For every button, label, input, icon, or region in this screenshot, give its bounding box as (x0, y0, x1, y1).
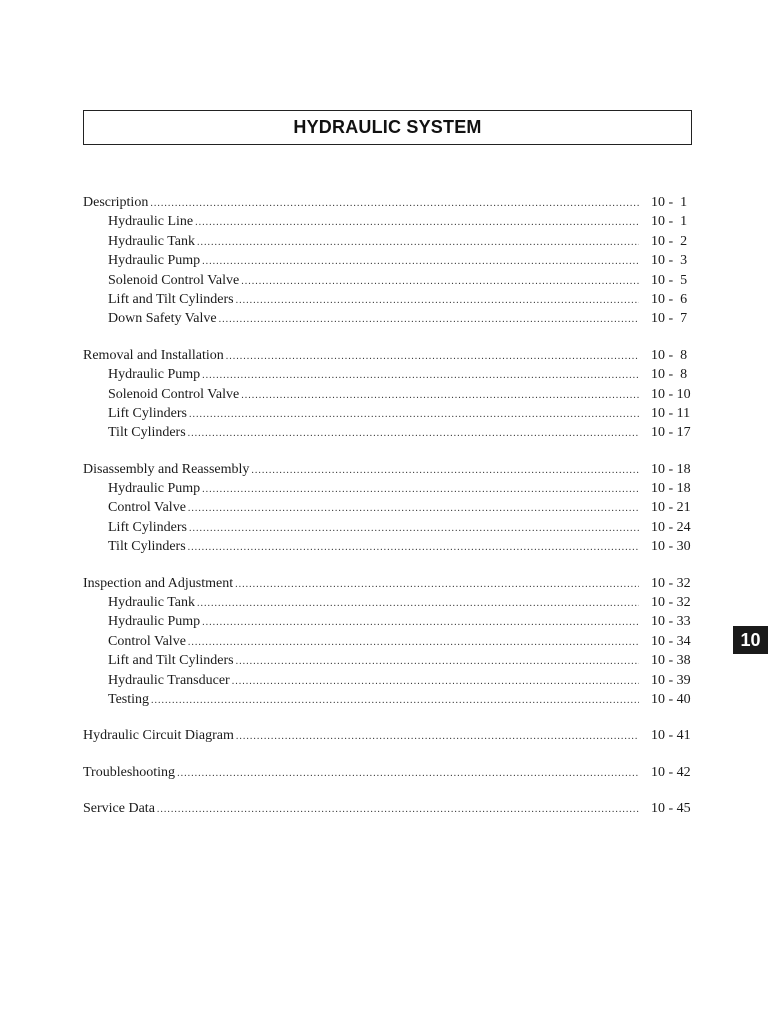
toc-section (83, 574, 693, 710)
dot-leader (188, 499, 639, 518)
dot-leader (189, 519, 639, 538)
toc-section-heading[interactable] (83, 574, 693, 593)
dot-leader (197, 594, 639, 613)
toc-entry-page: 10 - 39 (651, 672, 691, 688)
toc-section-heading[interactable] (83, 346, 693, 365)
toc-section-heading[interactable] (83, 799, 693, 818)
toc-entry-label: Control Valve (108, 500, 186, 516)
toc-entry-label: Hydraulic Tank (108, 233, 196, 249)
toc-section-heading[interactable] (83, 193, 693, 212)
toc-entry[interactable] (83, 612, 693, 631)
toc-entry-label: Lift and Tilt Cylinders (108, 653, 234, 669)
toc-entry-page: 10 - 18 (651, 481, 691, 497)
toc-entry-label: Hydraulic Pump (108, 614, 201, 630)
dot-leader (188, 633, 639, 652)
toc-entry[interactable] (83, 593, 693, 612)
toc-section-heading[interactable] (83, 460, 693, 479)
toc-entry-page: 10 - 45 (651, 801, 691, 817)
toc-entry[interactable] (83, 498, 693, 517)
toc-entry[interactable] (83, 479, 693, 498)
toc-entry[interactable] (83, 518, 693, 537)
dot-leader (241, 272, 639, 291)
dot-leader (151, 691, 639, 710)
page-title: HYDRAULIC SYSTEM (293, 117, 482, 137)
toc-entry-page: 10 - 38 (651, 653, 691, 669)
toc-entry[interactable] (83, 632, 693, 651)
toc-entry-label: Hydraulic Pump (108, 481, 201, 497)
toc-entry[interactable] (83, 651, 693, 670)
dot-leader (157, 800, 639, 819)
dot-leader (150, 194, 639, 213)
toc-entry-label: Hydraulic Tank (108, 595, 196, 611)
dot-leader (235, 575, 639, 594)
toc-entry[interactable] (83, 251, 693, 270)
toc-entry-label: Tilt Cylinders (108, 539, 186, 555)
dot-leader (202, 480, 639, 499)
toc-entry[interactable] (83, 271, 693, 290)
toc-entry[interactable] (83, 290, 693, 309)
toc-entry-label: Tilt Cylinders (108, 425, 186, 441)
toc-entry-page: 10 - 11 (651, 405, 691, 421)
toc-entry-label: Down Safety Valve (108, 311, 217, 327)
toc-entry-page: 10 - 32 (651, 575, 691, 591)
chapter-tab-badge: 10 (733, 626, 768, 654)
toc-entry-label: Solenoid Control Valve (108, 386, 240, 402)
toc-entry-label: Inspection and Adjustment (83, 575, 234, 591)
toc-entry[interactable] (83, 537, 693, 556)
toc-entry-page: 10 - 24 (651, 519, 691, 535)
toc-entry[interactable] (83, 309, 693, 328)
dot-leader (251, 461, 639, 480)
dot-leader (177, 764, 639, 783)
toc-entry-label: Removal and Installation (83, 347, 224, 363)
dot-leader (226, 347, 639, 366)
toc-entry-label: Hydraulic Transducer (108, 672, 230, 688)
dot-leader (236, 652, 639, 671)
toc-entry-label: Hydraulic Pump (108, 367, 201, 383)
toc-entry-label: Description (83, 195, 149, 210)
toc-entry-label: Lift and Tilt Cylinders (108, 291, 234, 307)
toc-entry[interactable] (83, 385, 693, 404)
toc-entry-label: Lift Cylinders (108, 519, 187, 535)
dot-leader (236, 291, 639, 310)
toc-entry-page: 10 - 21 (651, 500, 691, 516)
dot-leader (236, 727, 639, 746)
toc-entry-label: Disassembly and Reassembly (83, 461, 250, 477)
toc-entry-label: Solenoid Control Valve (108, 272, 240, 288)
toc-entry-page: 10 - 2 (651, 233, 688, 249)
dot-leader (202, 613, 639, 632)
toc-section (83, 726, 693, 745)
toc-entry-page: 10 - 32 (651, 595, 691, 611)
dot-leader (188, 424, 639, 443)
toc-entry-page: 10 - 8 (651, 367, 688, 383)
toc-entry-page: 10 - 10 (651, 386, 691, 402)
toc-entry-label: Hydraulic Circuit Diagram (83, 728, 234, 744)
toc-entry-page: 10 - 1 (651, 195, 688, 210)
toc-entry-page: 10 - 5 (651, 272, 688, 288)
table-of-contents (83, 193, 693, 836)
toc-entry-page: 10 - 40 (651, 691, 691, 707)
toc-section-heading[interactable] (83, 726, 693, 745)
toc-entry-label: Hydraulic Pump (108, 253, 201, 269)
dot-leader (202, 252, 639, 271)
dot-leader (232, 672, 639, 691)
toc-entry[interactable] (83, 365, 693, 384)
toc-section (83, 460, 693, 557)
dot-leader (188, 538, 639, 557)
dot-leader (219, 310, 639, 329)
toc-section (83, 193, 693, 329)
toc-section (83, 799, 693, 818)
toc-entry[interactable] (83, 690, 693, 709)
toc-section-heading[interactable] (83, 763, 693, 782)
toc-entry-page: 10 - 8 (651, 347, 688, 363)
toc-entry-label: Service Data (83, 801, 155, 817)
dot-leader (189, 405, 639, 424)
toc-entry-page: 10 - 33 (651, 614, 691, 630)
toc-entry-label: Troubleshooting (83, 764, 176, 780)
toc-section (83, 763, 693, 782)
toc-entry-label: Lift Cylinders (108, 405, 187, 421)
toc-entry-page: 10 - 17 (651, 425, 691, 441)
toc-entry-page: 10 - 7 (651, 311, 688, 327)
dot-leader (241, 386, 639, 405)
toc-entry[interactable] (83, 212, 693, 231)
toc-entry-page: 10 - 30 (651, 539, 691, 555)
dot-leader (197, 233, 639, 252)
toc-entry-page: 10 - 6 (651, 291, 688, 307)
toc-entry-page: 10 - 18 (651, 461, 691, 477)
toc-entry-label: Control Valve (108, 633, 186, 649)
toc-entry[interactable] (83, 671, 693, 690)
toc-entry-page: 10 - 42 (651, 764, 691, 780)
dot-leader (202, 366, 639, 385)
toc-entry-label: Hydraulic Line (108, 214, 194, 230)
toc-entry[interactable] (83, 404, 693, 423)
toc-entry-page: 10 - 41 (651, 728, 691, 744)
toc-entry[interactable] (83, 423, 693, 442)
toc-section (83, 346, 693, 443)
toc-entry-page: 10 - 3 (651, 253, 688, 269)
toc-entry-page: 10 - 34 (651, 633, 691, 649)
toc-entry-label: Testing (108, 691, 150, 707)
toc-entry[interactable] (83, 232, 693, 251)
toc-entry-page: 10 - 1 (651, 214, 688, 230)
title-box (83, 110, 692, 145)
dot-leader (195, 213, 639, 232)
